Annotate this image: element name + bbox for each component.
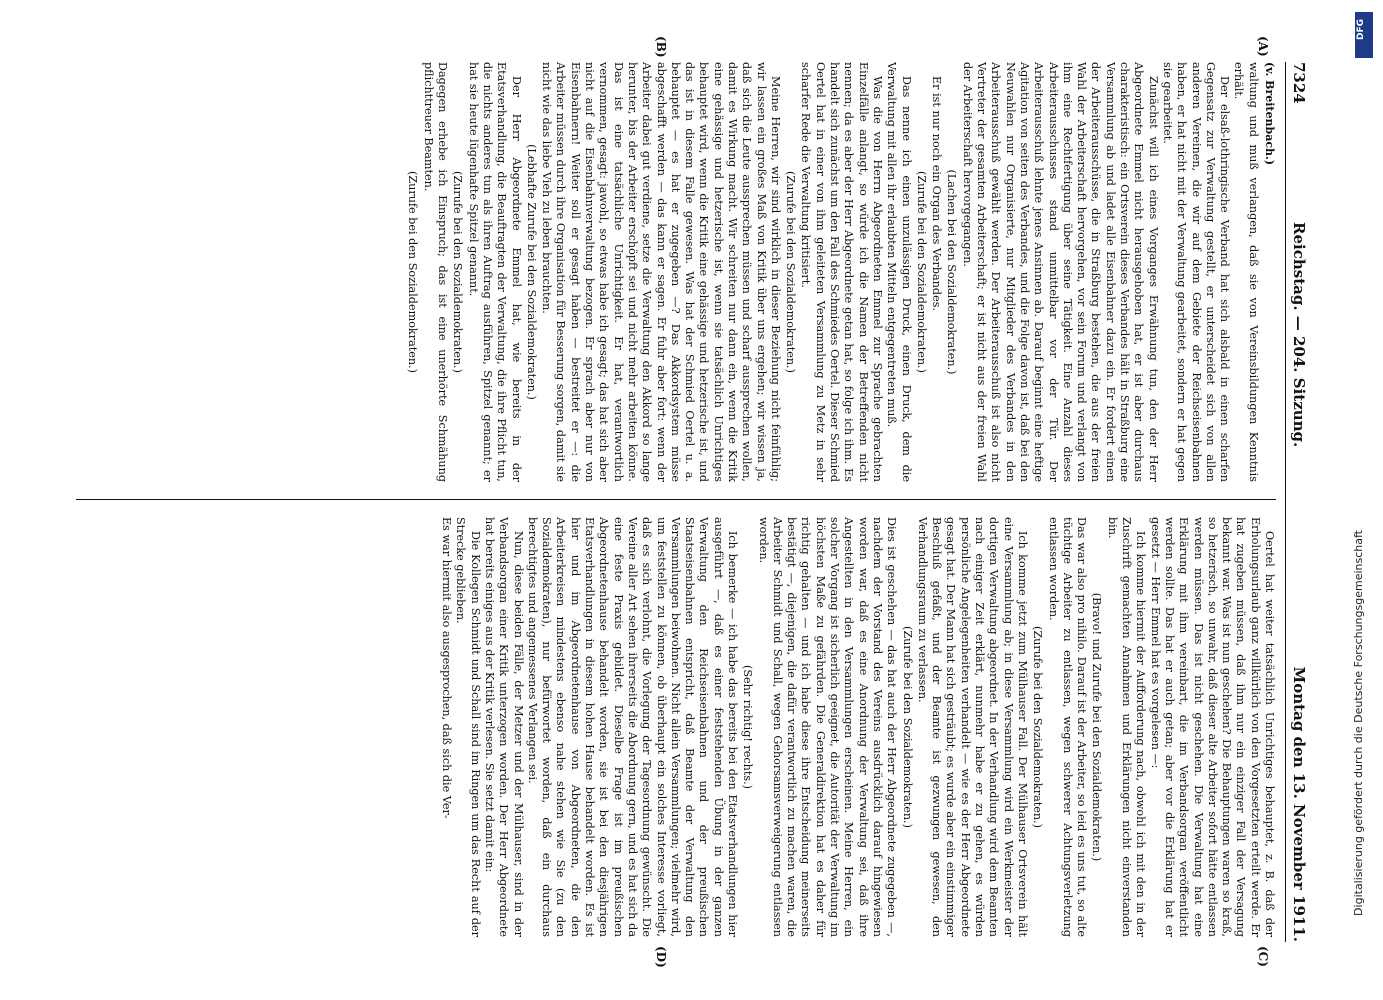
paragraph: Der Herr Abgeordnete Emmel hat, wie bereits in der Etatsverhandlung, die Beauftragten der Verwaltung, die ihre Pflicht tun, die nichts anderes tun als ihren Auftrag ausführen, Spitzel genannt; er hat sie heute lügenhafte Spitzel genannt. <box>466 62 523 482</box>
paragraph: Er ist nur noch ein Organ des Verbandes. <box>930 76 944 312</box>
document-page <box>60 36 1310 968</box>
paragraph: Dies ist geschehen — das hat auch der Herr Abgeordnete zugegeben —, nachdem der Vorstand des Vereins ausdrücklich darauf hingewiesen worden war, daß es eine Anordnung der Verwaltung sei, daß ihre Angestellten in den Versammlungen erscheinen. Meine Herren, ein solcher Vorgang ist sicherlich geeignet, die Autorität der Verwaltung im höchsten Maße zu gefährden. Die Generaldirektion hat es daher für richtig gehalten — und ich habe diese ihre Entscheidung meinerseits bestätigt —, diejenigen, die dafür verantwortlich zu machen waren, die Arbeiter Schmidt und Schall, wegen Gehorsamsverweigerung entlassen worden. <box>756 517 899 937</box>
interjection: (Zurufe bei den Sozialdemokraten.) <box>451 171 465 373</box>
paragraph: Meine Herren, wir sind wirklich in dieser Beziehung nicht feinfühlig; wir lassen ein großes Maß von Kritik über uns ergehen; wir wissen ja, daß sich die Leute aussprechen müssen und scharf aussprechen wollen, damit es Wirkung macht. Wir schreiten nur dann ein, wenn die Kritik eine gehässige und hetzerische ist, wenn sie tatsächlich Unrichtiges behauptet wird, wenn die Kritik eine gehässige und hetzerische ist, und das ist in diesem Falle gewesen. Was hat der Schmied Oertel u. a. behauptet — es hat er zugegeben —? Das Akkordsystem müsse abgeschafft werden — das kann er sagen. Er fuhr aber fort: wenn der Arbeiter dabei gut verdiene, setze die Verwaltung den Akkord so lange herunter, bis der Arbeiter erschöpft sei und nicht mehr arbeiten könne. Das ist eine tatsächliche Unrichtigkeit. Er hat, verantwortlich vernommen, gesagt: jawohl, so etwas habe ich gesagt; das hat sich aber nicht auf die Eisenbahnverwaltung bezogen. Er sprach aber nur von Eisenbahnern! Weiter soll er gesagt haben — bestreitet er —: die Arbeiter müssen durch ihre Organisation für Besserung sorgen, damit sie nicht wie das liebe Vieh zu leben brauchten. <box>540 62 782 482</box>
paragraph: Das war also pro nihilo. Darauf ist der Arbeiter, so leid es uns tut, so alte tüchtige Arbeiter zu entlassen, wegen schwerer Achtungsverletzung entlassen worden. <box>1046 517 1089 937</box>
quotation: Ich komme hiermit der Aufforderung nach, obwohl ich mit den in der Zuschrift gemachten Annahmen und Erklärungen nicht einverstanden bin. <box>1105 517 1148 937</box>
interjection: (Bravo! und Zurufe bei den Sozialdemokraten.) <box>1090 592 1104 862</box>
interjection: (Zurufe bei den Sozialdemokraten.) <box>406 171 420 373</box>
interjection: (Zurufe bei den Sozialdemokraten.) <box>784 171 798 373</box>
paragraph: waltung und muß verlangen, daß sie von Vereinsbildungen Kenntnis erhält. <box>1232 62 1260 482</box>
paragraph: Dagegen erhebe ich Einspruch; das ist eine unerhörte Schmähung pflichttreuer Beamten. <box>421 62 450 482</box>
margin-marker-c: (C) <box>1256 946 1270 967</box>
interjection: (Lachen bei den Sozialdemokraten.) <box>945 169 959 375</box>
speaker-name: (v. Breitenbach.) <box>1263 62 1276 166</box>
session-date: Montag den 13. November 1911. <box>1290 666 1308 942</box>
dfg-logo: DFG <box>1355 12 1373 58</box>
paragraph: Nun, diese beiden Fälle, der Metzer und der Mülhauser, sind in der Verbandsorgan einer Kritik unterzogen worden. Der Herr Abgeordnete hat bereits einiges aus der Kritik verlesen. Sie setzt damit ein: <box>482 517 525 937</box>
interjection: (Sehr richtig! rechts.) <box>741 664 755 790</box>
paragraph: Ich komme jetzt zum Mülhauser Fall. Der Mülhauser Ortsverein hält eine Versammlung ab; in diese Versammlung wird ein Werkmeister der dortigen Verwaltung abgeordnet. In der Verhandlung wird dem Beamten nach einiger Zeit erklärt, nunmehr habe er zu gehen, es würden persönliche Angelegenheiten verhandelt — wie es der Herr Abgeordnete gesagt hat. Der Mann hat sich gesträubt; es wurde aber ein einstimmiger Beschluß gefaßt, und der Beamte ist gezwungen gewesen, den Verhandlungsraum zu verlassen. <box>915 517 1029 937</box>
session-title: Reichstag. — 204. Sitzung. <box>1290 222 1308 448</box>
interjection: (Zurufe bei den Sozialdemokraten.) <box>900 626 914 828</box>
interjection: (Lebhafte Zurufe bei den Sozialdemokraten.) <box>524 144 538 400</box>
margin-marker-b: (B) <box>654 36 668 58</box>
quotation: Die Kollegen Schmidt und Schall sind im Ringen um das Recht auf der Strecke geblieben. <box>454 517 482 937</box>
paragraph: Das nenne ich einen unzulässigen Druck, einen Druck, dem die Verwaltung mit allen ihr erlaubten Mitteln entgegentreten muß. <box>885 62 913 482</box>
paragraph: Was die von Herrn Abgeordneten Emmel zur Sprache gebrachten Einzelfälle anlangt, so würde ich die Namen der Betreffenden nicht nennen; da es aber der Herr Abgeordnete getan hat, so folge ich ihm. Es handelt sich zunächst um den Fall des Schmiedes Oertel. Dieser Schmied Oertel hat in einer von ihm geleiteten Versammlung zu Metz in sehr scharfer Rede die Verwaltung kritisiert. <box>799 62 884 482</box>
paragraph: Ich bemerke — ich habe das bereits bei den Etatsverhandlungen hier ausgeführt —, daß es einer feststehenden Übung in der ganzen Verwaltung den Reichseisenbahnen und der preußischen Staatseisenbahnen entspricht, daß Beamte der Verwaltung den Versammlungen beiwohnen. Nicht allein Versammlungen; vielmehr wird, um feststellen zu können, ob überhaupt ein solches Interesse vorliegt, daß es sich verlohnt, die Vorlegung der Tagesordnung gewünscht. Die Vereine aller Art sehen ihrerseits die Abordnung gern, und es hat sich da eine feste Praxis gebildet. Dieselbe Frage ist im preußischen Abgeordnetenhause behandelt worden, sie ist bei den diesjährigen Etatsverhandlungen in diesem hohen Hause behandelt worden. Es ist hier und im Abgeordnetenhause von Abgeordneten, die den Arbeiterkreisen mindestens ebenso nahe stehen wie Sie (zu den Sozialdemokraten), nur befürwortet worden, daß ein durchaus berechtigtes und angemessenes Verlangen sei. <box>525 517 740 937</box>
margin-marker-a: (A) <box>1256 36 1270 57</box>
left-column <box>76 62 1276 482</box>
digitization-stamp <box>1352 10 1376 990</box>
page-number: 7324 <box>1290 62 1308 104</box>
margin-marker-d: (D) <box>654 946 668 968</box>
column-divider <box>76 499 1276 500</box>
paragraph: Der elsaß-lothringische Verband hat sich alsbald in einen scharfen Gegensatz zur Verwaltung gestellt, er unterscheidet sich von allen anderen Vereinen, die wir auf dem Gebiete der Reichseisenbahnen haben, er hat nicht mit der Verwaltung gearbeitet, sondern er hat gegen sie gearbeitet. <box>1160 62 1232 482</box>
digitization-notice: Digitalisierung gefördert durch die Deutsche Forschungsgemeinschaft <box>1352 530 1365 916</box>
interjection: (Zurufe bei den Sozialdemokraten.) <box>1031 626 1045 828</box>
header-rule <box>1285 62 1286 942</box>
paragraph: Es war hiermit also ausgesprochen, daß sich die Ver- <box>440 517 454 819</box>
paragraph: Oertel hat weiter tatsächlich Unrichtiges behauptet, z. B. daß der Erholungsurlaub ganz willkürlich von den Vorgesetzten erteilt werde. Er hat zugeben müssen, daß ihm nur ein einziger Fall der Versagung bekannt war. Was ist nun geschehen? Die Behauptungen waren so kraß, so hetzerisch, so unwahr, daß dieser alte Arbeiter sofort hätte entlassen werden müssen. Das ist nicht geschehen. Die Verwaltung hat eine Erklärung mit ihm vereinbart, die im Verbandsorgan veröffentlicht werden sollte. Das hat er auch getan; aber vor die Erklärung hat er gesetzt — Herr Emmel hat es vorgelesen —: <box>1148 517 1276 937</box>
paragraph: Zunächst will ich eines Vorganges Erwähnung tun, den der Herr Abgeordnete Emmel nicht herausgehoben hat, er ist aber durchaus charakteristisch: ein Ortsverein dieses Verbandes hält in Straßburg eine Versammlung ab und ladet alle Eisenbahner dazu ein. Er fordert einen der Arbeiterausschüsse, die in Straßburg bestehen, die aus der freien Wahl der Arbeiterschaft hervorgehen, vor sein Forum und verlangt von ihm eine Rechtfertigung über seine Tätigkeit. Eine Anzahl dieses Arbeiterausschusses stand unmittelbar vor der Tür. Der Arbeiterausschuß lehnte jenes Ansinnen ab. Darauf beginnt eine heftige Agitation von seiten des Verbandes, und die Folge davon ist, daß bei den Neuwahlen nur Organisierte, nur Mitglieder des Verbandes in den Arbeiterausschuß gewählt werden. Der Arbeiterausschuß ist also nicht Vertreter der gesamten Arbeiterschaft; er ist nicht aus der freien Wahl der Arbeiterschaft hervorgegangen. <box>960 62 1160 482</box>
right-column <box>76 517 1276 937</box>
interjection: (Zurufe bei den Sozialdemokraten.) <box>914 171 928 373</box>
page-header <box>1286 62 1310 942</box>
